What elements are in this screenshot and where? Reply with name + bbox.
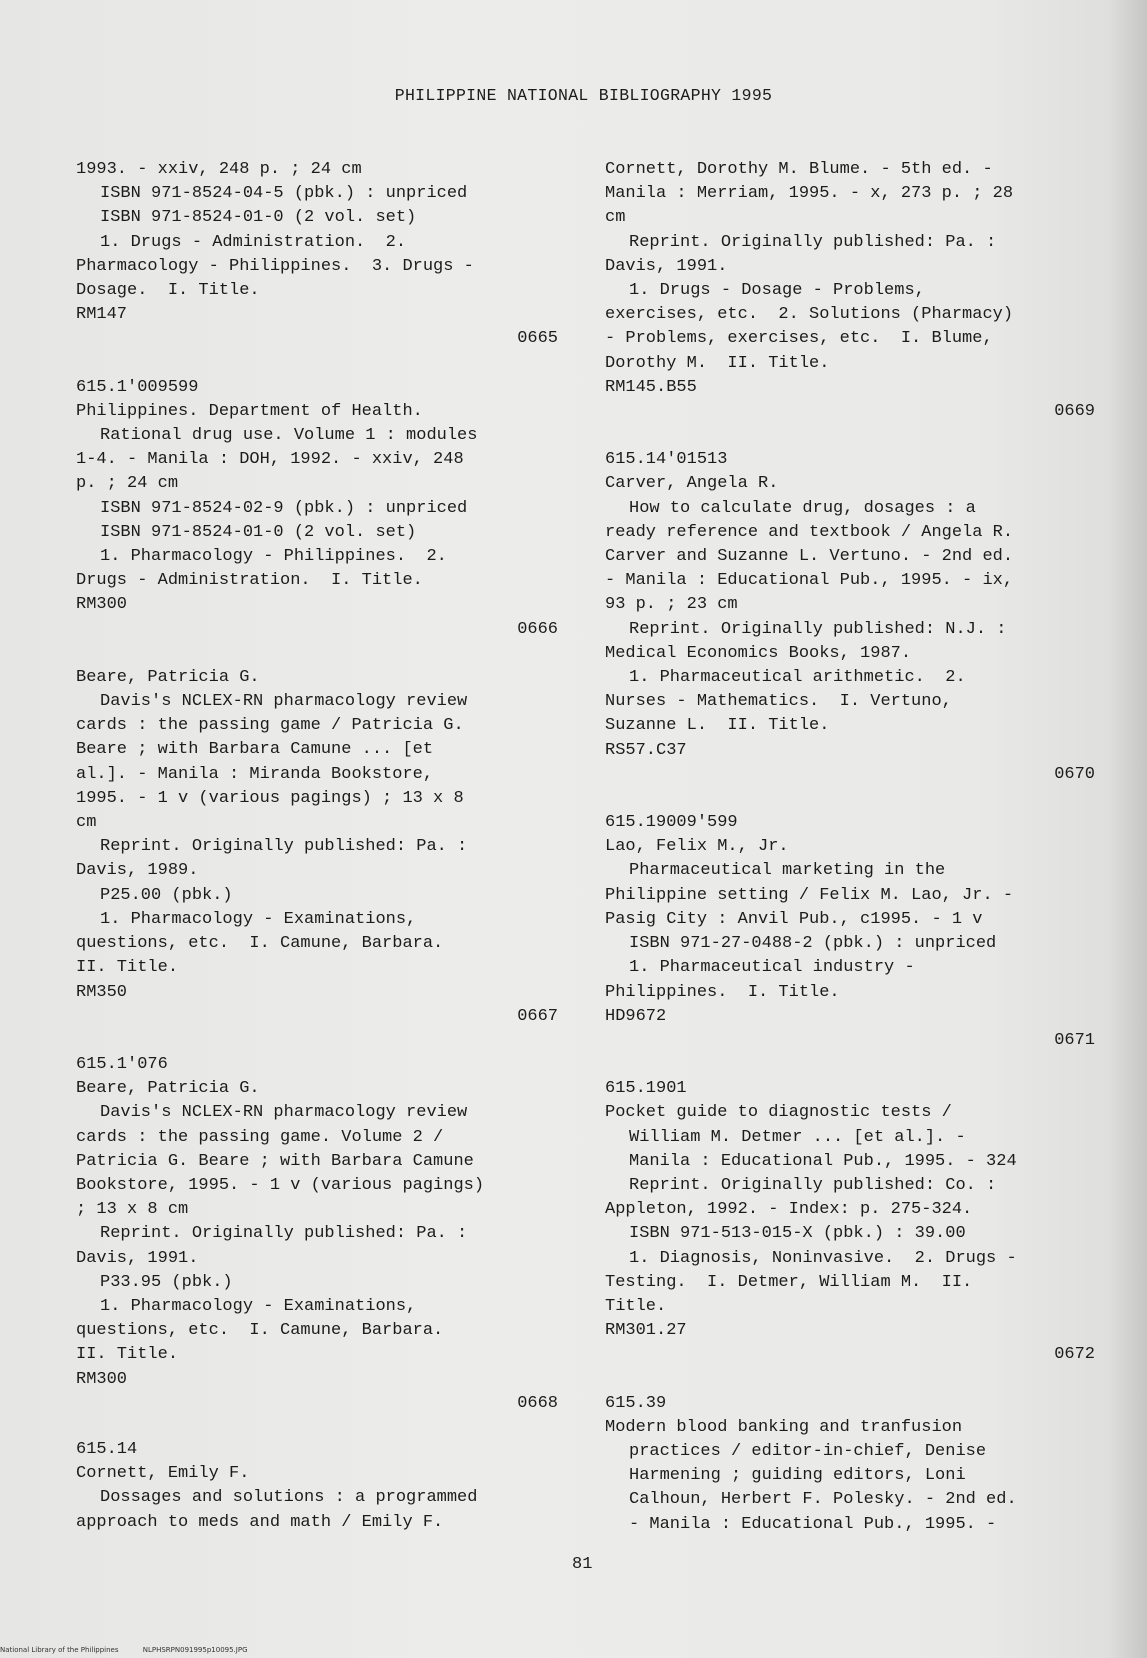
title-line: Dossages and solutions : a programmed bbox=[100, 1488, 478, 1508]
isbn-line: ISBN 971-27-0488-2 (pbk.) : unpriced bbox=[629, 934, 997, 954]
call-number: RM300 bbox=[76, 1369, 128, 1389]
note-line: Appleton, 1992. - Index: p. 275-324. bbox=[605, 1200, 973, 1220]
title-line: cm bbox=[605, 208, 626, 228]
title-line: Harmening ; guiding editors, Loni bbox=[629, 1466, 966, 1486]
subject-line: 1. Drugs - Administration. 2. bbox=[100, 232, 407, 252]
title-line: p. ; 24 cm bbox=[76, 474, 179, 494]
class-number: 615.1'076 bbox=[76, 1054, 168, 1074]
title-line: 1-4. - Manila : DOH, 1992. - xxiv, 248 bbox=[76, 450, 464, 470]
subject-line: 1. Pharmaceutical industry - bbox=[629, 958, 915, 978]
title-line: 1995. - 1 v (various pagings) ; 13 x 8 bbox=[76, 788, 464, 808]
left-column bbox=[76, 158, 558, 1535]
title-line: Rational drug use. Volume 1 : modules bbox=[100, 426, 478, 446]
main-heading: Philippines. Department of Health. bbox=[76, 401, 423, 421]
title-line: cm bbox=[76, 813, 97, 833]
entry-number: 0668 bbox=[517, 1393, 558, 1413]
title-line: Cornett, Dorothy M. Blume. - 5th ed. - bbox=[605, 160, 993, 179]
title-line: al.]. - Manila : Miranda Bookstore, bbox=[76, 764, 434, 784]
subject-line: Dosage. I. Title. bbox=[76, 281, 260, 301]
title-line: How to calculate drug, dosages : a bbox=[629, 498, 976, 518]
isbn-line: ISBN 971-8524-02-9 (pbk.) : unpriced bbox=[100, 498, 468, 518]
subject-line: 1. Pharmacology - Philippines. 2. bbox=[100, 547, 447, 567]
class-number: 615.14'01513 bbox=[605, 450, 728, 470]
note-line: Davis, 1989. bbox=[76, 861, 199, 881]
entry-0668 bbox=[76, 1053, 558, 1416]
spacer bbox=[76, 1029, 558, 1053]
title-line: Philippine setting / Felix M. Lao, Jr. - bbox=[605, 885, 1014, 905]
entry-number: 0672 bbox=[1054, 1345, 1095, 1365]
isbn-line: ISBN 971-8524-01-0 (2 vol. set) bbox=[100, 522, 417, 542]
subject-line: Drugs - Administration. I. Title. bbox=[76, 571, 423, 591]
title-line: - Manila : Educational Pub., 1995. - ix, bbox=[605, 571, 1014, 591]
subject-line: Nurses - Mathematics. I. Vertuno, bbox=[605, 692, 952, 712]
entry-0669-continued bbox=[605, 158, 1095, 424]
subject-line: questions, etc. I. Camune, Barbara. bbox=[76, 934, 444, 954]
title-line: Beare ; with Barbara Camune ... [et bbox=[76, 740, 434, 760]
subject-line: 1. Pharmacology - Examinations, bbox=[100, 1296, 417, 1316]
call-number: RM300 bbox=[76, 595, 128, 615]
price-line: P33.95 (pbk.) bbox=[100, 1272, 233, 1292]
call-number: RM145.B55 bbox=[605, 377, 697, 397]
running-header: PHILIPPINE NATIONAL BIBLIOGRAPHY 1995 bbox=[394, 86, 773, 105]
isbn-line: ISBN 971-8524-04-5 (pbk.) : unpriced bbox=[100, 184, 468, 204]
footer-library: National Library of the Philippines bbox=[0, 1646, 119, 1654]
entry-line: 1993. - xxiv, 248 p. ; 24 cm bbox=[76, 160, 362, 179]
entry-0672 bbox=[605, 1077, 1095, 1367]
call-number: RM350 bbox=[76, 982, 128, 1002]
spacer bbox=[605, 1053, 1095, 1077]
title-line: Bookstore, 1995. - 1 v (various pagings) bbox=[76, 1175, 485, 1195]
subject-line: Pharmacology - Philippines. 3. Drugs - bbox=[76, 256, 474, 276]
isbn-line: ISBN 971-513-015-X (pbk.) : 39.00 bbox=[629, 1224, 966, 1244]
main-heading: Beare, Patricia G. bbox=[76, 1079, 260, 1099]
class-number: 615.19009'599 bbox=[605, 813, 738, 833]
title-line: cards : the passing game / Patricia G. bbox=[76, 716, 464, 736]
entry-0665 bbox=[76, 158, 558, 352]
subject-line: Suzanne L. II. Title. bbox=[605, 716, 830, 736]
title-line: approach to meds and math / Emily F. bbox=[76, 1512, 444, 1532]
main-heading: Carver, Angela R. bbox=[605, 474, 779, 494]
note-line: Davis, 1991. bbox=[605, 256, 728, 276]
title-line: cards : the passing game. Volume 2 / bbox=[76, 1127, 444, 1147]
call-number: RM147 bbox=[76, 305, 128, 325]
title-line: Manila : Educational Pub., 1995. - 324 bbox=[629, 1151, 1017, 1171]
main-heading: Cornett, Emily F. bbox=[76, 1464, 250, 1484]
main-heading: Beare, Patricia G. bbox=[76, 667, 260, 687]
main-heading: Lao, Felix M., Jr. bbox=[605, 837, 789, 857]
note-line: Reprint. Originally published: N.J. : bbox=[629, 619, 1007, 639]
price-line: P25.00 (pbk.) bbox=[100, 885, 233, 905]
entry-0666 bbox=[76, 376, 558, 642]
page-edge-shadow bbox=[1107, 0, 1147, 1658]
page-number: 81 bbox=[572, 1555, 593, 1574]
subject-line: - Problems, exercises, etc. I. Blume, bbox=[605, 329, 993, 349]
spacer bbox=[605, 424, 1095, 448]
title-line: Manila : Merriam, 1995. - x, 273 p. ; 28 bbox=[605, 184, 1014, 204]
entry-0671 bbox=[605, 811, 1095, 1053]
entry-0670 bbox=[605, 448, 1095, 787]
entry-0673-start bbox=[605, 1392, 1095, 1537]
spacer bbox=[605, 1368, 1095, 1392]
subject-line: II. Title. bbox=[76, 958, 179, 978]
entry-0669-start bbox=[76, 1438, 558, 1535]
note-line: Davis, 1991. bbox=[76, 1248, 199, 1268]
subject-line: II. Title. bbox=[76, 1345, 179, 1365]
subject-line: 1. Drugs - Dosage - Problems, bbox=[629, 281, 925, 301]
right-column bbox=[605, 158, 1095, 1537]
call-number: RS57.C37 bbox=[605, 740, 687, 760]
subject-line: Title. bbox=[605, 1296, 667, 1316]
title-line: Modern blood banking and tranfusion bbox=[605, 1417, 963, 1437]
call-number: HD9672 bbox=[605, 1006, 667, 1026]
title-line: ; 13 x 8 cm bbox=[76, 1200, 189, 1220]
title-line: Pocket guide to diagnostic tests / bbox=[605, 1103, 952, 1123]
title-line: Carver and Suzanne L. Vertuno. - 2nd ed. bbox=[605, 547, 1014, 567]
footer-file: NLPHSRPN091995p10095.JPG bbox=[142, 1646, 248, 1654]
isbn-line: ISBN 971-8524-01-0 (2 vol. set) bbox=[100, 208, 417, 228]
class-number: 615.1901 bbox=[605, 1079, 687, 1099]
subject-line: exercises, etc. 2. Solutions (Pharmacy) bbox=[605, 305, 1014, 325]
call-number: RM301.27 bbox=[605, 1321, 687, 1341]
spacer bbox=[76, 352, 558, 376]
title-line: Patricia G. Beare ; with Barbara Camune bbox=[76, 1151, 474, 1171]
subject-line: 1. Pharmacology - Examinations, bbox=[100, 909, 417, 929]
title-line: practices / editor-in-chief, Denise bbox=[629, 1441, 987, 1461]
spacer bbox=[76, 1416, 558, 1438]
scan-footer bbox=[0, 1646, 270, 1654]
spacer bbox=[76, 642, 558, 666]
entry-number: 0665 bbox=[517, 329, 558, 349]
note-line: Reprint. Originally published: Co. : bbox=[629, 1175, 997, 1195]
entry-number: 0666 bbox=[517, 619, 558, 639]
entry-number: 0671 bbox=[1054, 1030, 1095, 1050]
note-line: Reprint. Originally published: Pa. : bbox=[100, 837, 468, 857]
title-line: Pasig City : Anvil Pub., c1995. - 1 v bbox=[605, 909, 983, 929]
note-line: Reprint. Originally published: Pa. : bbox=[100, 1224, 468, 1244]
entry-number: 0667 bbox=[517, 1006, 558, 1026]
entry-0667 bbox=[76, 666, 558, 1029]
title-line: ready reference and textbook / Angela R. bbox=[605, 522, 1014, 542]
subject-line: 1. Diagnosis, Noninvasive. 2. Drugs - bbox=[629, 1248, 1017, 1268]
title-line: 93 p. ; 23 cm bbox=[605, 595, 738, 615]
subject-line: questions, etc. I. Camune, Barbara. bbox=[76, 1321, 444, 1341]
note-line: Reprint. Originally published: Pa. : bbox=[629, 232, 997, 252]
title-line: Calhoun, Herbert F. Polesky. - 2nd ed. bbox=[629, 1490, 1017, 1510]
entry-number: 0669 bbox=[1054, 402, 1095, 422]
class-number: 615.1'009599 bbox=[76, 377, 199, 397]
title-line: William M. Detmer ... [et al.]. - bbox=[629, 1127, 966, 1147]
entry-number: 0670 bbox=[1054, 764, 1095, 784]
class-number: 615.14 bbox=[76, 1439, 138, 1459]
title-line: Pharmaceutical marketing in the bbox=[629, 861, 946, 881]
subject-line: 1. Pharmaceutical arithmetic. 2. bbox=[629, 668, 966, 688]
note-line: Medical Economics Books, 1987. bbox=[605, 643, 912, 663]
title-line: - Manila : Educational Pub., 1995. - bbox=[629, 1514, 997, 1534]
spacer bbox=[605, 787, 1095, 811]
subject-line: Testing. I. Detmer, William M. II. bbox=[605, 1272, 973, 1292]
title-line: Davis's NCLEX-RN pharmacology review bbox=[100, 692, 468, 712]
class-number: 615.39 bbox=[605, 1393, 667, 1413]
subject-line: Philippines. I. Title. bbox=[605, 982, 840, 1002]
title-line: Davis's NCLEX-RN pharmacology review bbox=[100, 1103, 468, 1123]
subject-line: Dorothy M. II. Title. bbox=[605, 353, 830, 373]
